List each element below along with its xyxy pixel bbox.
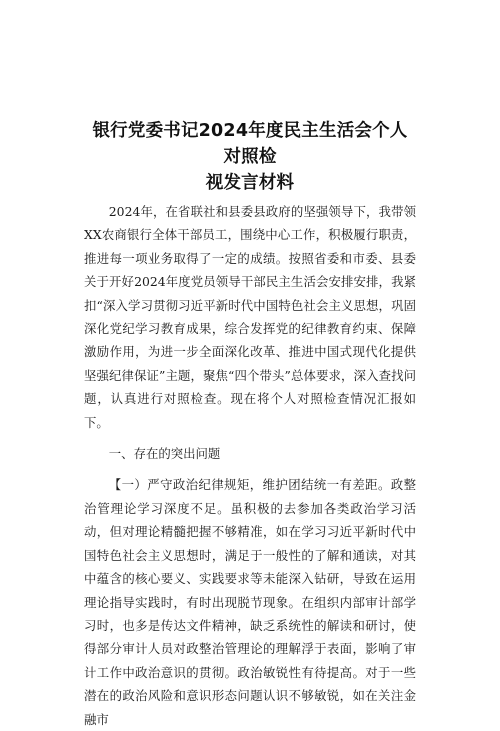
document-title (84, 118, 416, 196)
title-line-2: 视发言材料 (205, 173, 295, 193)
section-heading: 一、存在的突出问题 (108, 446, 221, 462)
section-paragraph: 【一）严守政治纪律规矩，维护团结统一有差距。政整治管理论学习深度不足。虽积极的去参加各类政治学习活动，但对理论精髓把握不够精准，如在学习习近平新时代中国特色社会主义思想时，满足于一般性的了解和通读，对其中蕴含的核心要义、实践要求等未能深入钻研，导致在运用理论指导实践时，有时出现脱节现象。在组织内部审计部学习时，也多是传达文件精神，缺乏系统性的解读和研讨，使得部分审计人员对政整治管理论的理解浮于表面，影响了审计工作中政治意识的贯彻。政治敏锐性有待提高。对于一些潜在的政治风险和意识形态问题认识不够敏锐，如在关注金融市 (84, 477, 416, 727)
title-line-1: 银行党委书记2024年度民主生活会个人对照检 (92, 121, 408, 167)
intro-paragraph: 2024年，在省联社和县委县政府的坚强领导下，我带领XX农商银行全体干部员工，围绕中心工作，积极履行职责，推进每一项业务取得了一定的成绩。按照省委和市委、县委关于开好2024年度党员领导干部民主生活会安排安排，我紧扣“深入学习贯彻习近平新时代中国特色社会主义思想，巩固深化党纪学习教育成果，综合发挥党的纪律教育约束、保障激励作用，为进一步全面深化改革、推进中国式现代化提供坚强纪律保证”主题，聚焦“四个带头”总体要求，深入查找问题，认真进行对照检查。现在将个人对照检查情况汇报如下。 (84, 204, 416, 430)
